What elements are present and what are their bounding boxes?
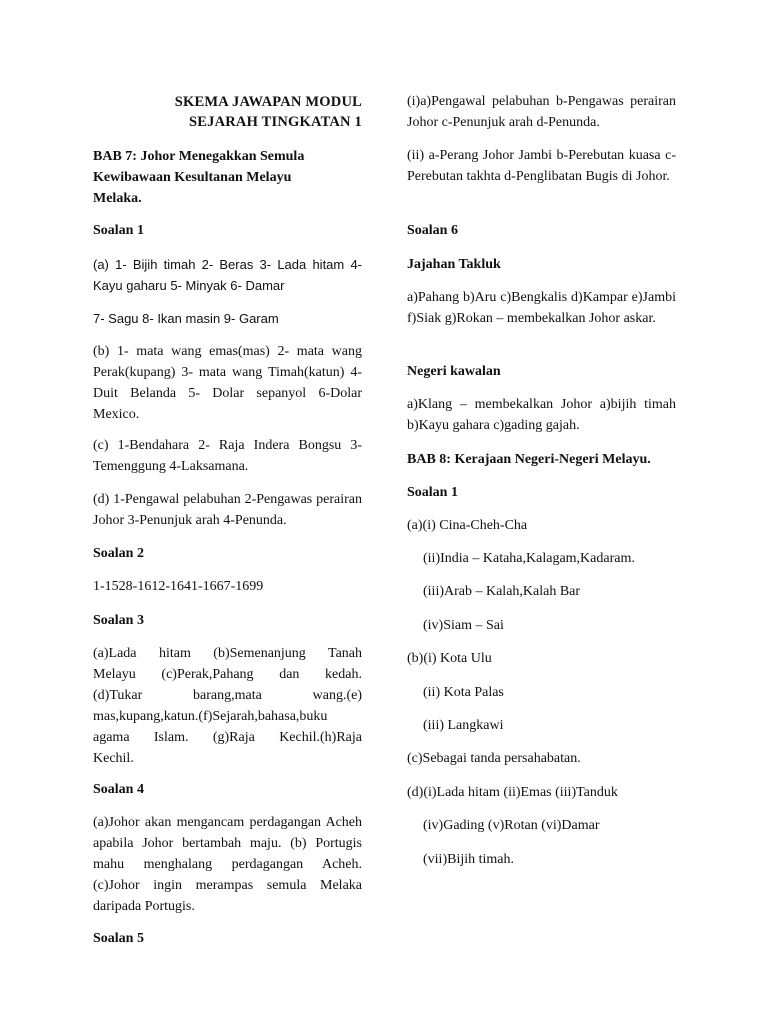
s4-answer: (a)Johor akan mengancam perdagangan Acheh apabila Johor bertambah maju. (b) Portugis mahu menghalang perdagangan Acheh. (c)Johor ingin merampas semula Melaka daripada Portugis. xyxy=(93,815,362,914)
bab8-soalan1-heading: Soalan 1 xyxy=(407,485,458,500)
bab8-b-iii: (iii) Langkawi xyxy=(423,718,504,733)
s1-c-answer: (c) 1-Bendahara 2- Raja Indera Bongsu 3- Temenggung 4-Laksamana. xyxy=(93,438,362,474)
negeri-kawalan-answer: a)Klang – membekalkan Johor a)bijih timah b)Kayu gahara c)gading gajah. xyxy=(407,397,676,433)
bab8-a-ii: (ii)India – Kataha,Kalagam,Kadaram. xyxy=(423,551,635,566)
bab8-a-iii: (iii)Arab – Kalah,Kalah Bar xyxy=(423,584,581,599)
bab7-line-2: Kewibawaan Kesultanan Melayu xyxy=(93,170,292,185)
bab8-c: (c)Sebagai tanda persahabatan. xyxy=(407,751,581,766)
s3-line-5: agama Islam. (g)Raja Kechil.(h)Raja xyxy=(93,730,362,745)
bab8-heading: BAB 8: Kerajaan Negeri-Negeri Melayu. xyxy=(407,452,651,467)
document-title xyxy=(93,92,362,132)
soalan2-heading: Soalan 2 xyxy=(93,546,144,561)
soalan1-heading: Soalan 1 xyxy=(93,223,144,238)
s1-a-answer: (a) 1- Bijih timah 2- Beras 3- Lada hitam 4- Kayu gaharu 5- Minyak 6- Damar xyxy=(93,257,362,293)
bab7-line-3: Melaka. xyxy=(93,191,142,206)
s3-answer xyxy=(93,643,362,769)
soalan5-heading: Soalan 5 xyxy=(93,931,144,946)
s3-line-1: (a)Lada hitam (b)Semenanjung Tanah xyxy=(93,646,362,661)
bab7-heading xyxy=(93,146,362,209)
soalan6-heading: Soalan 6 xyxy=(407,223,458,238)
title-line-1: SKEMA JAWAPAN MODUL xyxy=(174,94,362,110)
bab8-b-ii: (ii) Kota Palas xyxy=(423,685,504,700)
negeri-kawalan-heading: Negeri kawalan xyxy=(407,364,501,379)
bab8-d-line-3: (vii)Bijih timah. xyxy=(423,852,514,867)
bab8-a-iv: (iv)Siam – Sai xyxy=(423,618,504,633)
s1-b-answer: (b) 1- mata wang emas(mas) 2- mata wang Perak(kupang) 3- mata wang Timah(katun) 4- Duit Belanda 5- Dolar sepanyol 6-Dolar Mexico. xyxy=(93,344,362,422)
s1-d-answer: (d) 1-Pengawal pelabuhan 2-Pengawas perairan Johor 3-Penunjuk arah 4-Penunda. xyxy=(93,492,362,528)
bab8-b-i: (b)(i) Kota Ulu xyxy=(407,651,492,666)
bab8-d-line-2: (iv)Gading (v)Rotan (vi)Damar xyxy=(423,818,600,833)
jajahan-takluk-heading: Jajahan Takluk xyxy=(407,257,501,272)
bab7-line-1: BAB 7: Johor Menegakkan Semula xyxy=(93,149,305,164)
bab8-a-i: (a)(i) Cina-Cheh-Cha xyxy=(407,518,528,533)
s3-line-6: Kechil. xyxy=(93,751,134,766)
bab8-d-line-1: (d)(i)Lada hitam (ii)Emas (iii)Tanduk xyxy=(407,785,618,800)
s5-ii-answer: (ii) a-Perang Johor Jambi b-Perebutan kuasa c- Perebutan takhta d-Penglibatan Bugis di Johor. xyxy=(407,148,676,184)
soalan3-heading: Soalan 3 xyxy=(93,613,144,628)
title-line-2: SEJARAH TINGKATAN 1 xyxy=(189,114,362,130)
s3-line-2: Melayu (c)Perak,Pahang dan kedah. xyxy=(93,667,362,682)
soalan4-heading: Soalan 4 xyxy=(93,782,144,797)
s2-answer: 1-1528-1612-1641-1667-1699 xyxy=(93,579,264,594)
jajahan-takluk-answer: a)Pahang b)Aru c)Bengkalis d)Kampar e)Jambi f)Siak g)Rokan – membekalkan Johor askar. xyxy=(407,290,676,326)
s1-a-continued: 7- Sagu 8- Ikan masin 9- Garam xyxy=(93,311,279,326)
s3-line-4: mas,kupang,katun.(f)Sejarah,bahasa,buku xyxy=(93,709,328,724)
s5-i-answer: (i)a)Pengawal pelabuhan b-Pengawas perairan Johor c-Penunjuk arah d-Penunda. xyxy=(407,94,676,130)
s3-line-3: (d)Tukar barang,mata wang.(e) xyxy=(93,688,362,703)
